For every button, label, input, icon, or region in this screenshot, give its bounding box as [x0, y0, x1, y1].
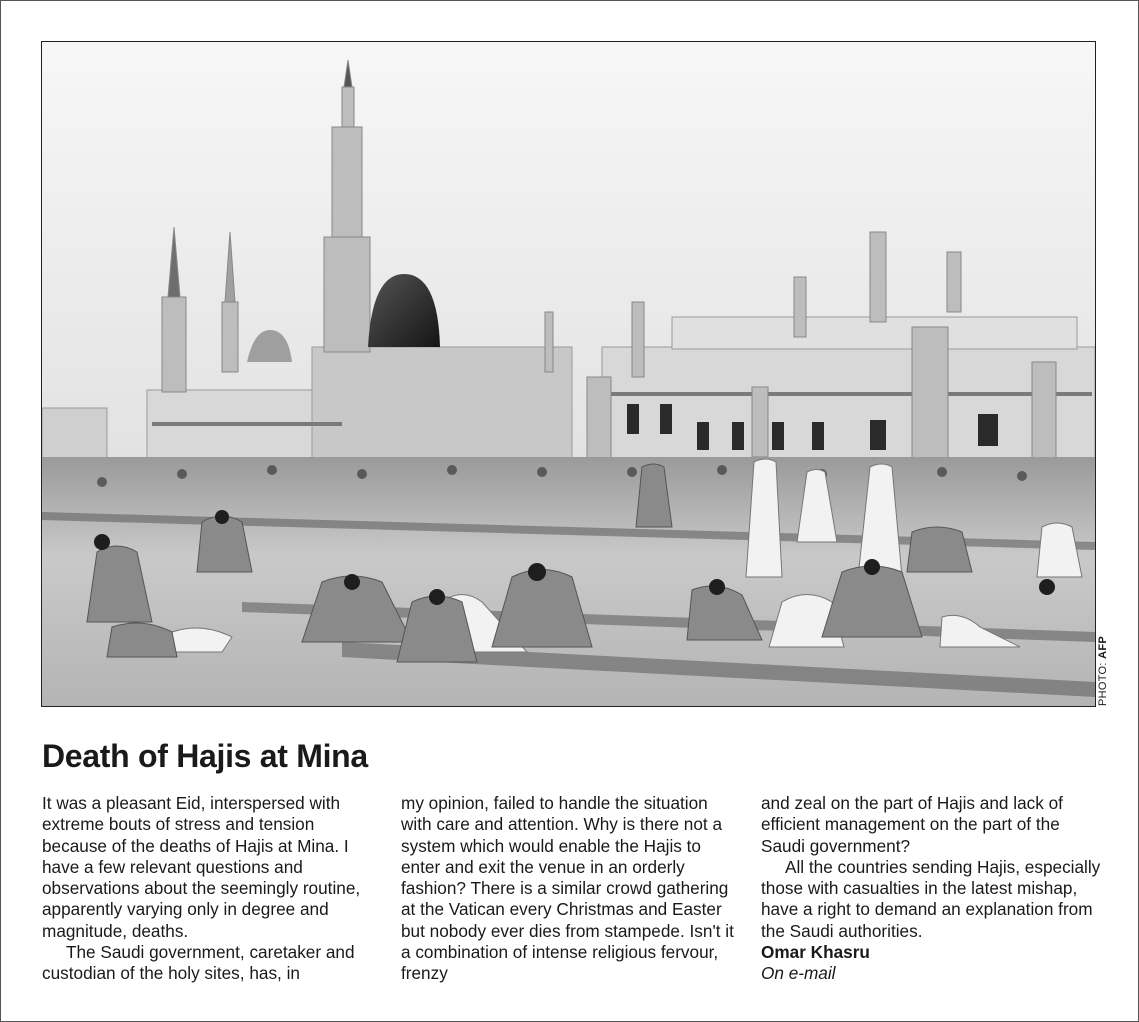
article-column-1 [42, 793, 382, 985]
article-paragraph: It was a pleasant Eid, interspersed with extreme bouts of stress and tension because of the deaths of Hajis at Mina. I have a few relevant questions and observations about the seemingly routine, apparently varying only in degree and magnitude, deaths. [42, 793, 361, 941]
article-paragraph: and zeal on the part of Hajis and lack of efficient management on the part of the Saudi government? [761, 793, 1063, 856]
article-column-2 [401, 793, 741, 985]
photo-credit-label: PHOTO: [1097, 658, 1109, 706]
article-headline: Death of Hajis at Mina [42, 738, 368, 774]
article-paragraph: All the countries sending Hajis, especially those with casualties in the latest mishap, have a right to demand an explanation from the Saudi authorities. [761, 856, 1101, 941]
author-source-note: On e-mail [761, 963, 836, 984]
mosque-photo [41, 41, 1096, 707]
author-name: Omar Khasru [761, 942, 870, 963]
photo-credit-agency: AFP [1097, 635, 1109, 659]
article-paragraph: The Saudi government, caretaker and custodian of the holy sites, has, in [42, 942, 355, 984]
article-column-3 [761, 793, 1101, 985]
mosque-photo-drawing [42, 42, 1095, 706]
photo-credit [1097, 636, 1109, 706]
article-paragraph: my opinion, failed to handle the situation with care and attention. Why is there not a system which would enable the Hajis to enter and exit the venue in an orderly fashion? There is a similar crowd gathering at the Vatican every Christmas and Easter but nobody ever dies from stampede. Isn't it a combination of intense religious fervour, frenzy [401, 793, 734, 984]
